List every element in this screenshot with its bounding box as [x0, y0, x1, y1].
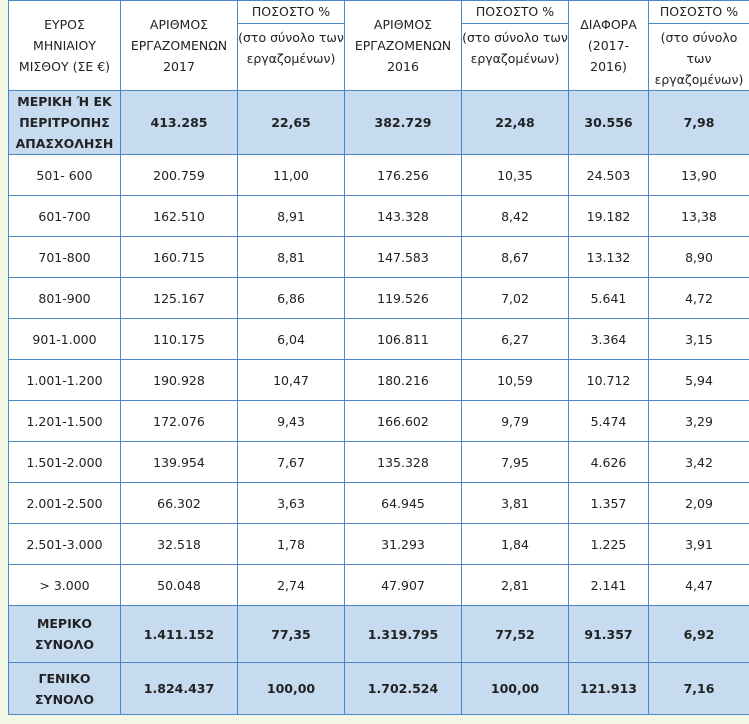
cell-p2017: 7,67 — [238, 442, 345, 483]
cell-pdiff: 7,98 — [649, 91, 749, 155]
cell-c2017: 66.302 — [121, 483, 238, 524]
cell-range: > 3.000 — [9, 565, 121, 606]
table-row — [9, 237, 749, 278]
table-row — [9, 606, 749, 663]
cell-c2017: 172.076 — [121, 401, 238, 442]
cell-c2017: 160.715 — [121, 237, 238, 278]
table-row — [9, 483, 749, 524]
cell-p2017: 6,04 — [238, 319, 345, 360]
header-diff: ΔΙΑΦΟΡΑ (2017-2016) — [569, 1, 649, 91]
cell-range: 2.001-2.500 — [9, 483, 121, 524]
cell-p2016: 10,35 — [462, 155, 569, 196]
cell-c2016: 135.328 — [345, 442, 462, 483]
table-row — [9, 196, 749, 237]
cell-diff: 30.556 — [569, 91, 649, 155]
table-row — [9, 360, 749, 401]
cell-p2016: 77,52 — [462, 606, 569, 663]
cell-c2016: 147.583 — [345, 237, 462, 278]
header-row — [9, 1, 749, 91]
table-row — [9, 401, 749, 442]
cell-c2017: 32.518 — [121, 524, 238, 565]
header-pct-2016-sub: (στο σύνολο των εργαζομένων) — [462, 30, 568, 66]
cell-c2016: 166.602 — [345, 401, 462, 442]
cell-p2016: 3,81 — [462, 483, 569, 524]
header-pct-2017-sub: (στο σύνολο των εργαζομένων) — [238, 30, 344, 66]
cell-range: 2.501-3.000 — [9, 524, 121, 565]
cell-c2016: 180.216 — [345, 360, 462, 401]
cell-pdiff: 5,94 — [649, 360, 749, 401]
header-pct-2017-title: ΠΟΣΟΣΤΟ % — [238, 1, 344, 24]
cell-diff: 2.141 — [569, 565, 649, 606]
cell-range: 901-1.000 — [9, 319, 121, 360]
cell-c2017: 1.411.152 — [121, 606, 238, 663]
cell-pdiff: 3,29 — [649, 401, 749, 442]
cell-p2017: 3,63 — [238, 483, 345, 524]
cell-diff: 1.357 — [569, 483, 649, 524]
cell-c2016: 176.256 — [345, 155, 462, 196]
header-pct-diff-sub: (στο σύνολο των εργαζομένων) — [654, 30, 744, 87]
cell-diff: 5.641 — [569, 278, 649, 319]
cell-p2016: 7,95 — [462, 442, 569, 483]
cell-p2017: 9,43 — [238, 401, 345, 442]
cell-pdiff: 8,90 — [649, 237, 749, 278]
cell-c2017: 413.285 — [121, 91, 238, 155]
cell-pdiff: 3,15 — [649, 319, 749, 360]
table-row — [9, 91, 749, 155]
cell-c2016: 143.328 — [345, 196, 462, 237]
cell-range: 601-700 — [9, 196, 121, 237]
cell-p2017: 11,00 — [238, 155, 345, 196]
cell-diff: 5.474 — [569, 401, 649, 442]
cell-range: ΜΕΡΙΚΟ ΣΥΝΟΛΟ — [9, 606, 121, 663]
cell-range: ΓΕΝΙΚΟ ΣΥΝΟΛΟ — [9, 663, 121, 715]
header-count-2017: ΑΡΙΘΜΟΣ ΕΡΓΑΖΟΜΕΝΩΝ 2017 — [121, 1, 238, 91]
cell-pdiff: 4,47 — [649, 565, 749, 606]
cell-p2016: 2,81 — [462, 565, 569, 606]
cell-p2017: 10,47 — [238, 360, 345, 401]
cell-pdiff: 2,09 — [649, 483, 749, 524]
cell-c2016: 64.945 — [345, 483, 462, 524]
header-count-2016: ΑΡΙΘΜΟΣ ΕΡΓΑΖΟΜΕΝΩΝ 2016 — [345, 1, 462, 91]
cell-p2017: 2,74 — [238, 565, 345, 606]
header-pct-diff — [649, 1, 749, 91]
cell-range: ΜΕΡΙΚΗ Ή ΕΚ ΠΕΡΙΤΡΟΠΗΣ ΑΠΑΣΧΟΛΗΣΗ — [9, 91, 121, 155]
cell-p2016: 6,27 — [462, 319, 569, 360]
table-row — [9, 663, 749, 715]
table-row — [9, 524, 749, 565]
cell-diff: 3.364 — [569, 319, 649, 360]
cell-p2016: 8,42 — [462, 196, 569, 237]
cell-p2016: 1,84 — [462, 524, 569, 565]
header-pct-2016 — [462, 1, 569, 91]
cell-pdiff: 4,72 — [649, 278, 749, 319]
cell-p2017: 1,78 — [238, 524, 345, 565]
cell-diff: 1.225 — [569, 524, 649, 565]
cell-range: 701-800 — [9, 237, 121, 278]
cell-range: 1.001-1.200 — [9, 360, 121, 401]
header-pct-2017 — [238, 1, 345, 91]
cell-p2016: 9,79 — [462, 401, 569, 442]
cell-p2016: 8,67 — [462, 237, 569, 278]
cell-diff: 121.913 — [569, 663, 649, 715]
cell-c2016: 1.702.524 — [345, 663, 462, 715]
table-row — [9, 155, 749, 196]
cell-pdiff: 6,92 — [649, 606, 749, 663]
cell-p2017: 22,65 — [238, 91, 345, 155]
cell-diff: 10.712 — [569, 360, 649, 401]
cell-range: 501- 600 — [9, 155, 121, 196]
table-row — [9, 319, 749, 360]
cell-c2017: 110.175 — [121, 319, 238, 360]
cell-c2016: 1.319.795 — [345, 606, 462, 663]
cell-p2016: 7,02 — [462, 278, 569, 319]
cell-c2017: 139.954 — [121, 442, 238, 483]
cell-c2017: 200.759 — [121, 155, 238, 196]
cell-c2017: 162.510 — [121, 196, 238, 237]
cell-pdiff: 3,42 — [649, 442, 749, 483]
table-row — [9, 442, 749, 483]
cell-pdiff: 13,90 — [649, 155, 749, 196]
cell-p2017: 8,91 — [238, 196, 345, 237]
cell-c2017: 125.167 — [121, 278, 238, 319]
cell-c2016: 47.907 — [345, 565, 462, 606]
cell-diff: 13.132 — [569, 237, 649, 278]
cell-c2017: 190.928 — [121, 360, 238, 401]
cell-p2017: 8,81 — [238, 237, 345, 278]
cell-pdiff: 7,16 — [649, 663, 749, 715]
cell-p2017: 100,00 — [238, 663, 345, 715]
cell-p2016: 10,59 — [462, 360, 569, 401]
cell-p2016: 100,00 — [462, 663, 569, 715]
cell-c2016: 106.811 — [345, 319, 462, 360]
header-range: ΕΥΡΟΣ ΜΗΝΙΑΙΟΥ ΜΙΣΘΟΥ (ΣΕ €) — [9, 1, 121, 91]
table-row — [9, 278, 749, 319]
cell-c2016: 382.729 — [345, 91, 462, 155]
cell-pdiff: 13,38 — [649, 196, 749, 237]
cell-pdiff: 3,91 — [649, 524, 749, 565]
cell-range: 1.201-1.500 — [9, 401, 121, 442]
table-row — [9, 565, 749, 606]
cell-c2017: 50.048 — [121, 565, 238, 606]
cell-p2016: 22,48 — [462, 91, 569, 155]
cell-diff: 91.357 — [569, 606, 649, 663]
cell-p2017: 6,86 — [238, 278, 345, 319]
cell-c2016: 31.293 — [345, 524, 462, 565]
cell-diff: 19.182 — [569, 196, 649, 237]
cell-diff: 4.626 — [569, 442, 649, 483]
cell-range: 1.501-2.000 — [9, 442, 121, 483]
cell-range: 801-900 — [9, 278, 121, 319]
header-pct-diff-title: ΠΟΣΟΣΤΟ % — [649, 1, 749, 24]
header-pct-2016-title: ΠΟΣΟΣΤΟ % — [462, 1, 568, 24]
salary-table — [8, 0, 749, 715]
cell-c2017: 1.824.437 — [121, 663, 238, 715]
cell-diff: 24.503 — [569, 155, 649, 196]
cell-c2016: 119.526 — [345, 278, 462, 319]
cell-p2017: 77,35 — [238, 606, 345, 663]
